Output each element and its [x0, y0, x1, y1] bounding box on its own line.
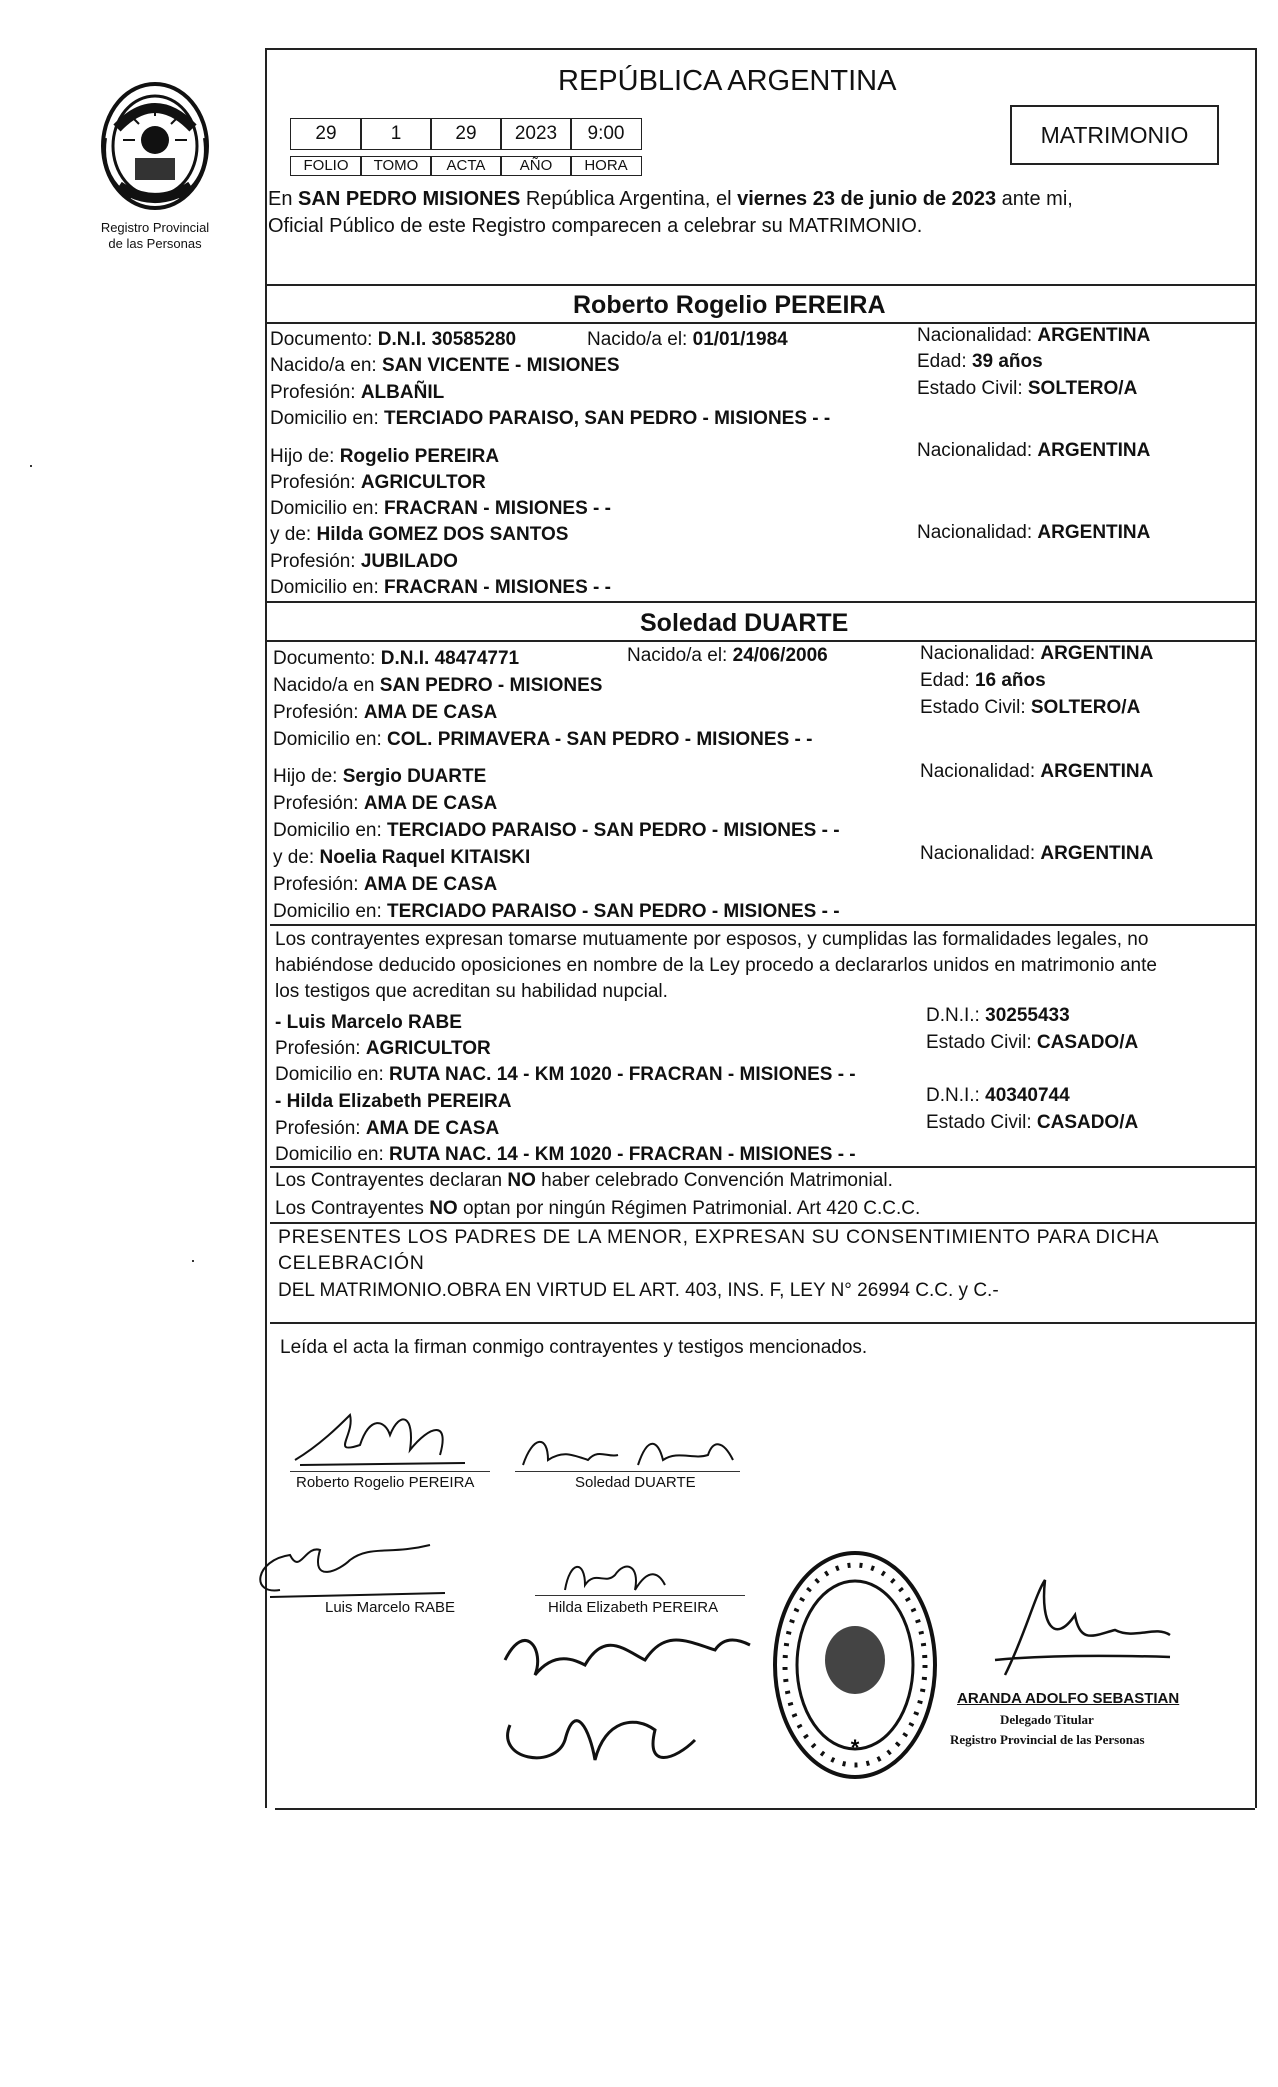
spouse2-birthplace: Nacido/a en SAN PEDRO - MISIONES [273, 675, 603, 696]
divider [265, 322, 1255, 324]
spouse1-father-address: Domicilio en: FRACRAN - MISIONES - - [270, 498, 611, 519]
svg-text:*: * [850, 1735, 860, 1760]
spouse2-birthdate: Nacido/a el: 24/06/2006 [627, 645, 828, 666]
spouse1-father-profession: Profesión: AGRICULTOR [270, 472, 486, 493]
doc-type: MATRIMONIO [1040, 122, 1189, 148]
spouse2-civil-status: Estado Civil: SOLTERO/A [920, 697, 1141, 718]
spouse1-mother-address: Domicilio en: FRACRAN - MISIONES - - [270, 577, 611, 598]
witness1-name: - Luis Marcelo RABE [275, 1012, 462, 1033]
divider [265, 284, 1255, 286]
divider [270, 1322, 1255, 1324]
witness2-dni: D.N.I.: 40340744 [926, 1085, 1070, 1106]
signature-caption-luis: Luis Marcelo RABE [325, 1599, 456, 1616]
spouse1-nationality: Nacionalidad: ARGENTINA [917, 325, 1151, 346]
registry-logo [95, 78, 215, 218]
tomo-label: TOMO [360, 156, 432, 176]
spouse2-name: Soledad DUARTE [640, 609, 849, 637]
closing-text: Leída el acta la firman conmigo contrayentes y testigos mencionados. [280, 1337, 868, 1358]
spouse2-age: Edad: 16 años [920, 670, 1046, 691]
witness2-address: Domicilio en: RUTA NAC. 14 - KM 1020 - FRACRAN - MISIONES - - [275, 1144, 856, 1165]
signature-caption-soledad: Soledad DUARTE [575, 1474, 696, 1491]
spouse2-father-profession: Profesión: AMA DE CASA [273, 793, 498, 814]
stray-mark: · [190, 1250, 196, 1270]
spouse1-profession: Profesión: ALBAÑIL [270, 382, 445, 403]
logo-caption: Registro Provincial de las Personas [100, 220, 210, 251]
spouse1-mother-nationality: Nacionalidad: ARGENTINA [917, 522, 1151, 543]
tomo-value: 1 [360, 118, 432, 150]
spouse1-father: Hijo de: Rogelio PEREIRA [270, 446, 500, 467]
divider [270, 924, 1255, 926]
folio-label: FOLIO [290, 156, 362, 176]
anio-value: 2023 [500, 118, 572, 150]
acta-label: ACTA [430, 156, 502, 176]
spouse1-birthdate: Nacido/a el: 01/01/1984 [587, 329, 788, 350]
spouse2-mother-profession: Profesión: AMA DE CASA [273, 874, 498, 895]
hora-label: HORA [570, 156, 642, 176]
spouse1-birthplace: Nacido/a en: SAN VICENTE - MISIONES [270, 355, 620, 376]
witness1-dni: D.N.I.: 30255433 [926, 1005, 1070, 1026]
spouse2-documento: Documento: D.N.I. 48474771 [273, 648, 520, 669]
anio-label: AÑO [500, 156, 572, 176]
witness1-profession: Profesión: AGRICULTOR [275, 1038, 491, 1059]
spouse2-address: Domicilio en: COL. PRIMAVERA - SAN PEDRO - MISIONES - - [273, 729, 813, 750]
divider [265, 640, 1255, 642]
spouse1-mother: y de: Hilda GOMEZ DOS SANTOS [270, 524, 569, 545]
declaration-line2: habiéndose deducido oposiciones en nombre de la Ley procedo a declararlos unidos en matrimonio ante [275, 955, 1157, 976]
folio-value: 29 [290, 118, 362, 150]
regime-line2: Los Contrayentes NO optan por ningún Régimen Patrimonial. Art 420 C.C.C. [275, 1198, 921, 1219]
official-title: Delegado Titular [1000, 1712, 1094, 1727]
frame-top-border [265, 48, 1255, 50]
signature-hilda [560, 1555, 670, 1600]
signature-line [535, 1595, 745, 1596]
official-name: ARANDA ADOLFO SEBASTIAN [957, 1690, 1180, 1707]
note-line2: CELEBRACIÓN [278, 1252, 425, 1274]
divider [265, 601, 1255, 603]
intro-line2: Oficial Público de este Registro comparecen a celebrar su MATRIMONIO. [268, 215, 923, 237]
spouse1-address: Domicilio en: TERCIADO PARAISO, SAN PEDRO - MISIONES - - [270, 408, 831, 429]
signature-line [290, 1471, 490, 1472]
spouse2-father: Hijo de: Sergio DUARTE [273, 766, 487, 787]
declaration-line3: los testigos que acreditan su habilidad nupcial. [275, 981, 668, 1002]
spouse1-civil-status: Estado Civil: SOLTERO/A [917, 378, 1138, 399]
divider [270, 1222, 1255, 1224]
signature-line [515, 1471, 740, 1472]
spouse2-father-address: Domicilio en: TERCIADO PARAISO - SAN PEDRO - MISIONES - - [273, 820, 840, 841]
spouse1-documento: Documento: D.N.I. 30585280 [270, 329, 517, 350]
spouse1-age: Edad: 39 años [917, 351, 1043, 372]
witness1-civil-status: Estado Civil: CASADO/A [926, 1032, 1139, 1053]
doc-type-box [1010, 105, 1219, 165]
spouse2-father-nationality: Nacionalidad: ARGENTINA [920, 761, 1154, 782]
spouse2-profession: Profesión: AMA DE CASA [273, 702, 498, 723]
hora-value: 9:00 [570, 118, 642, 150]
spouse2-mother: y de: Noelia Raquel KITAISKI [273, 847, 531, 868]
signature-soledad [518, 1430, 738, 1475]
signature-luis [250, 1535, 450, 1605]
witness1-address: Domicilio en: RUTA NAC. 14 - KM 1020 - FRACRAN - MISIONES - - [275, 1064, 856, 1085]
intro-line1: En SAN PEDRO MISIONES República Argentina, el viernes 23 de junio de 2023 ante mi, [268, 188, 1073, 210]
signature-caption-roberto: Roberto Rogelio PEREIRA [296, 1474, 475, 1491]
signature-official [985, 1575, 1175, 1685]
signature-scrawl-lower [495, 1620, 755, 1785]
stray-mark: · [28, 455, 34, 475]
spouse1-father-nationality: Nacionalidad: ARGENTINA [917, 440, 1151, 461]
divider [270, 1166, 1255, 1168]
regime-line1: Los Contrayentes declaran NO haber celebrado Convención Matrimonial. [275, 1170, 893, 1191]
signature-roberto [290, 1405, 470, 1475]
note-line1: PRESENTES LOS PADRES DE LA MENOR, EXPRESAN SU CONSENTIMIENTO PARA DICHA [278, 1226, 1160, 1248]
frame-bottom-border [275, 1808, 1255, 1810]
signature-caption-hilda: Hilda Elizabeth PEREIRA [548, 1599, 719, 1616]
delegation-seal [770, 1545, 940, 1785]
spouse1-mother-profession: Profesión: JUBILADO [270, 551, 458, 572]
witness2-profession: Profesión: AMA DE CASA [275, 1118, 500, 1139]
spouse2-nationality: Nacionalidad: ARGENTINA [920, 643, 1154, 664]
spouse2-mother-nationality: Nacionalidad: ARGENTINA [920, 843, 1154, 864]
spouse1-name: Roberto Rogelio PEREIRA [573, 291, 886, 319]
witness2-civil-status: Estado Civil: CASADO/A [926, 1112, 1139, 1133]
official-org: Registro Provincial de las Personas [950, 1732, 1145, 1747]
page-title: REPÚBLICA ARGENTINA [558, 65, 897, 97]
spouse2-mother-address: Domicilio en: TERCIADO PARAISO - SAN PEDRO - MISIONES - - [273, 901, 840, 922]
note-line3: DEL MATRIMONIO.OBRA EN VIRTUD EL ART. 403, INS. F, LEY N° 26994 C.C. y C.- [278, 1280, 999, 1301]
acta-value: 29 [430, 118, 502, 150]
witness2-name: - Hilda Elizabeth PEREIRA [275, 1091, 512, 1112]
declaration-line1: Los contrayentes expresan tomarse mutuamente por esposos, y cumplidas las formalidades legales, no [275, 929, 1149, 950]
